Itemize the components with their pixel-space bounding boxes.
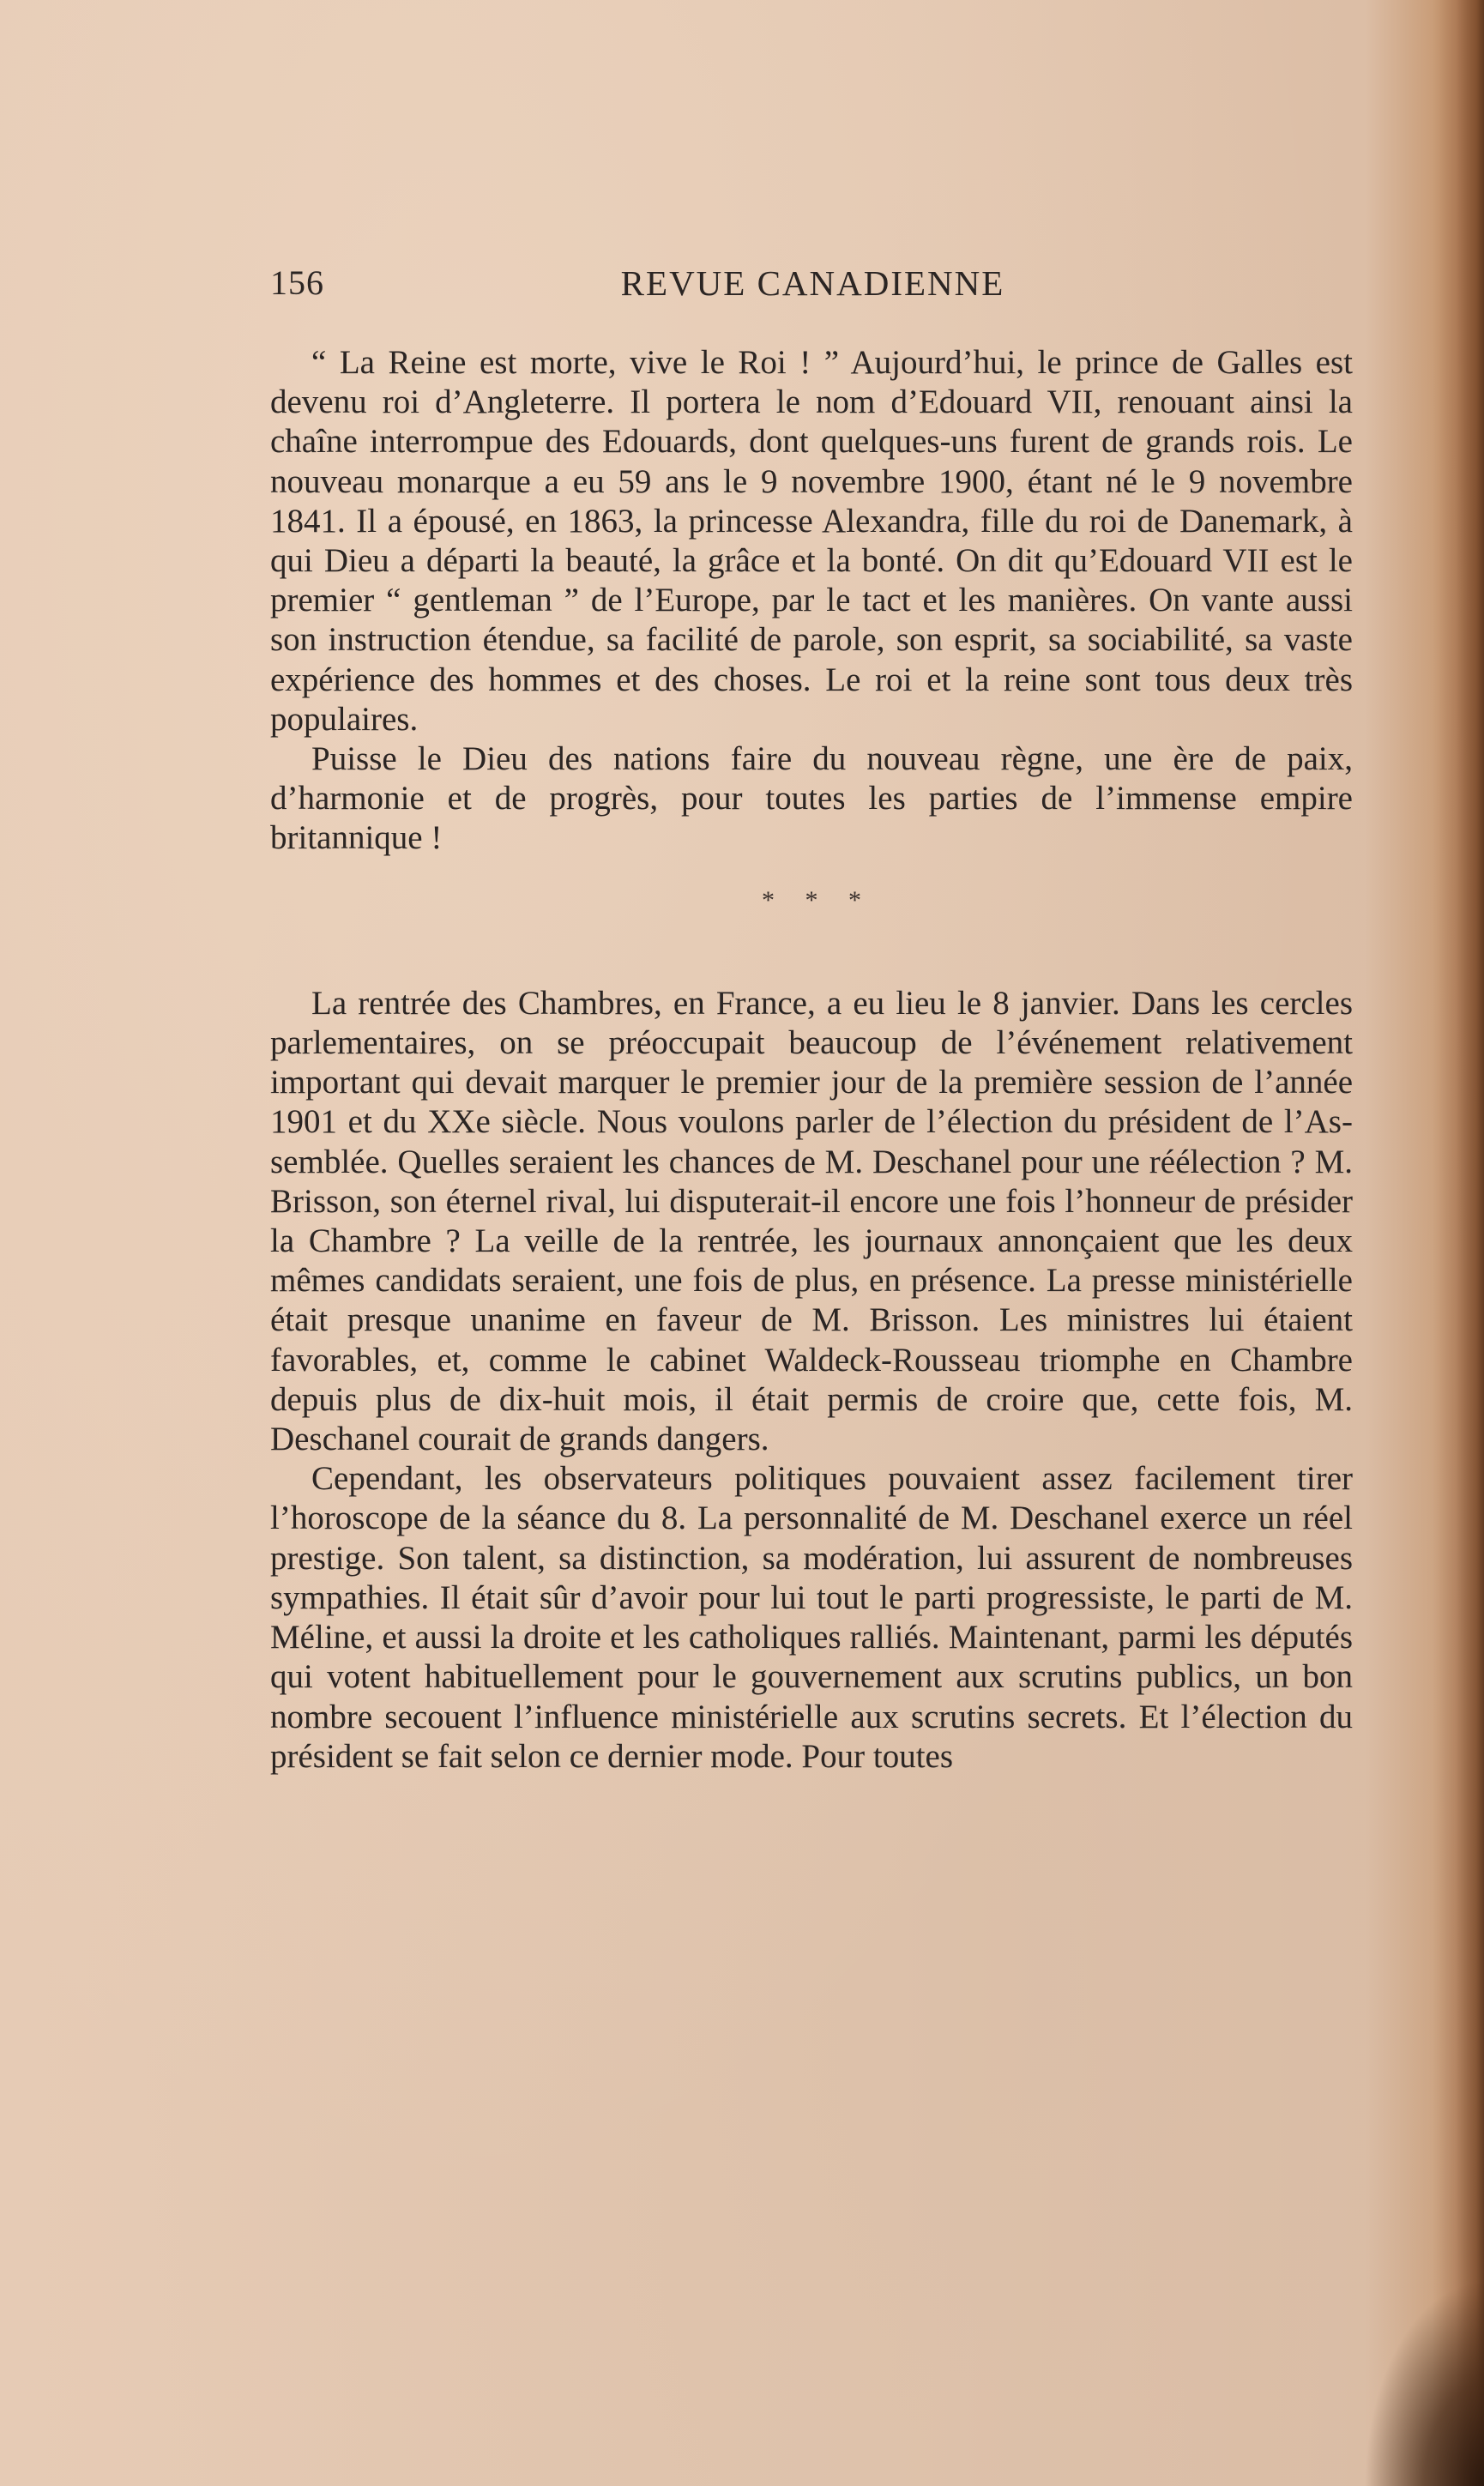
article-body bbox=[270, 343, 1353, 1777]
page-edge-shadow bbox=[1433, 0, 1484, 2486]
page-header bbox=[270, 262, 1355, 311]
page-corner-shadow bbox=[1364, 2280, 1484, 2486]
paragraph: La rentrée des Chambres, en France, a eu lieu le 8 janvier. Dans les cercles parlementaires, on se préoccupait beaucoup de l’événement relativement important qui devait marquer le premier jour de la première session de l’année 1901 et du XXe siècle. Nous voulons parler de l’élection du président de l’Assemblée. Quelles seraient les chances de M. Deschanel pour une réélection ? M. Brisson, son éternel rival, lui disputerait-il encore une fois l’honneur de présider la Chambre ? La veille de la rentrée, les journaux annonçaient que les deux mêmes candidats seraient, une fois de plus, en présence. La presse ministérielle était presque unanime en faveur de M. Brisson. Les ministres lui étaient favorables, et, comme le cabinet Waldeck-Rousseau triomphe en Chambre depuis plus de dix-huit mois, il était permis de croire que, cette fois, M. Deschanel courait de grands dangers. bbox=[270, 984, 1353, 1458]
paragraph: Puisse le Dieu des nations faire du nouveau règne, une ère de paix, d’harmonie et de progrès, pour toutes les parties de l’immense empire britannique ! bbox=[270, 740, 1353, 857]
paragraph: “ La Reine est morte, vive le Roi ! ” Aujourd’hui, le prince de Galles est devenu roi d’Angleterre. Il portera le nom d’Edouard VII, renouant ainsi la chaîne interrompue des Edouards, dont quelques-uns furent de grands rois. Le nouveau monarque a eu 59 ans le 9 novembre 1900, étant né le 9 novembre 1841. Il a épousé, en 1863, la princesse Alexandra, fille du roi de Danemark, à qui Dieu a départi la beauté, la grâce et la bonté. On dit qu’Edouard VII est le premier “ gentleman ” de l’Europe, par le tact et les manières. On vante aussi son instruction étendue, sa facilité de parole, son esprit, sa sociabilité, sa vaste expérience des hommes et des choses. Le roi et la reine sont tous deux très populaires. bbox=[270, 344, 1353, 738]
paragraph: Cependant, les observateurs politiques pouvaient assez facilement tirer l’horoscope de la séance du 8. La personnalité de M. Deschanel exerce un réel prestige. Son talent, sa distinction, sa modération, lui assurent de nombreuses sympathies. Il était sûr d’avoir pour lui tout le parti progressiste, le parti de M. Méline, et aussi la droite et les catholiques ralliés. Maintenant, parmi les députés qui votent habituellement pour le gouvernement aux scrutins publics, un bon nombre secouent l’influence ministérielle aux scrutins secrets. Et l’élection du président se fait selon ce dernier mode. Pour toutes bbox=[270, 1460, 1353, 1775]
section-separator: * * * bbox=[762, 885, 873, 914]
running-title: REVUE CANADIENNE bbox=[620, 263, 1005, 303]
page-number: 156 bbox=[270, 263, 324, 302]
